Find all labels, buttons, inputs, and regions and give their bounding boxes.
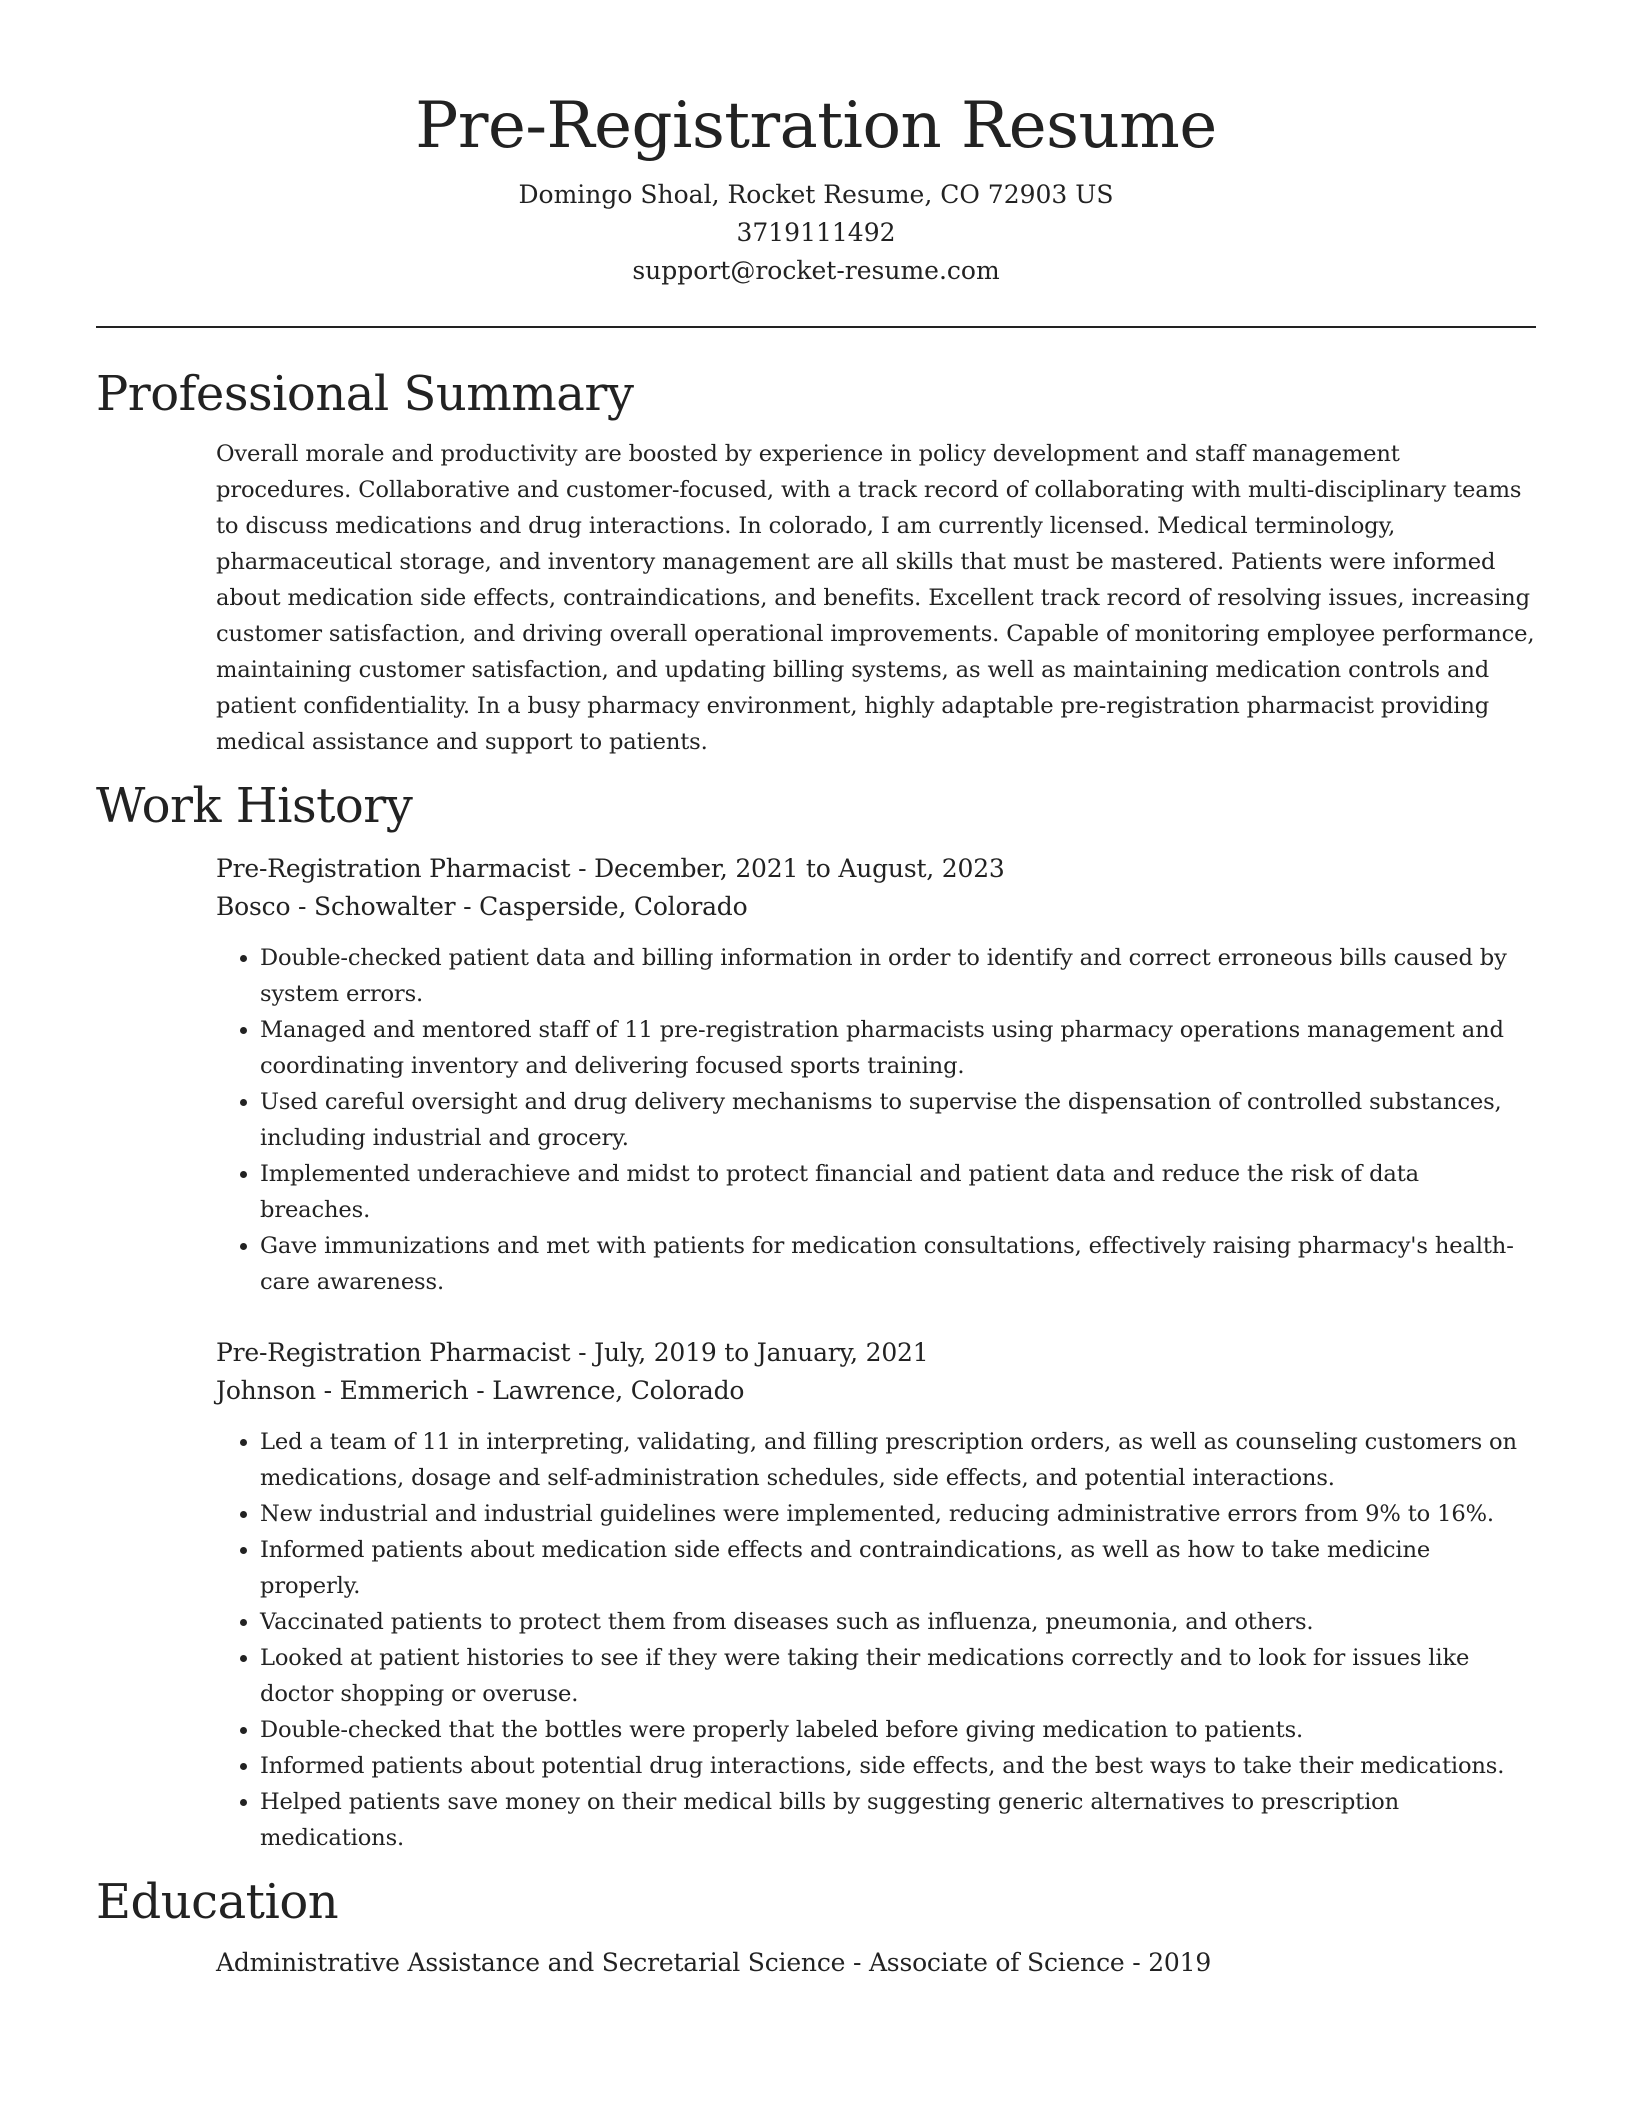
job-bullet-list — [216, 940, 1536, 1300]
job-position: Pre-Registration Pharmacist — [216, 854, 571, 883]
education-heading: Education — [96, 1874, 339, 1930]
list-item: • Informed patients about potential drug interactions, side effects, and the best ways to take their medications. — [260, 1748, 1536, 1784]
job-dates: - July, 2019 to January, 2021 — [570, 1338, 929, 1367]
job-location: - Casperside, Colorado — [455, 892, 748, 921]
list-item: • Double-checked patient data and billing information in order to identify and correct erroneous bills caused by system errors. — [260, 940, 1536, 1012]
list-item: • Gave immunizations and met with patients for medication consultations, effectively raising pharmacy's health-care awareness. — [260, 1228, 1536, 1300]
contact-phone: 3719111492 — [736, 218, 896, 247]
list-item: • Helped patients save money on their medical bills by suggesting generic alternatives to prescription medications. — [260, 1784, 1536, 1856]
contact-address: Domingo Shoal, Rocket Resume, CO 72903 US — [518, 180, 1114, 209]
list-item: • Implemented underachieve and midst to protect financial and patient data and reduce the risk of data breaches. — [260, 1156, 1536, 1228]
education-section — [96, 1872, 1536, 1982]
list-item: • Vaccinated patients to protect them from diseases such as influenza, pneumonia, and others. — [260, 1604, 1536, 1640]
job-title-line — [216, 1334, 1536, 1372]
work-history-heading: Work History — [96, 778, 413, 834]
summary-text: Overall morale and productivity are boosted by experience in policy development and staff management procedures. Collaborative and customer-focused, with a track record of collaborating with multi-disciplinary teams to discuss medications and drug interactions. In colorado, I am currently licensed. Medical terminology, pharmaceutical storage, and inventory management are all skills that must be mastered. Patients were informed about medication side effects, contraindications, and benefits. Excellent track record of resolving issues, increasing customer satisfaction, and driving overall operational improvements. Capable of monitoring employee performance, maintaining customer satisfaction, and updating billing systems, as well as maintaining medication controls and patient confidentiality. In a busy pharmacy environment, highly adaptable pre-registration pharmacist providing medical assistance and support to patients. — [216, 441, 1535, 755]
list-item: • Used careful oversight and drug delivery mechanisms to supervise the dispensation of controlled substances, including industrial and grocery. — [260, 1084, 1536, 1156]
header-divider — [96, 326, 1536, 328]
job-company: Johnson - Emmerich — [216, 1376, 469, 1405]
list-item: • Informed patients about medication side effects and contraindications, as well as how to take medicine properly. — [260, 1532, 1536, 1604]
contact-info — [96, 176, 1536, 290]
job-company: Bosco - Schowalter — [216, 892, 456, 921]
job-company-line — [216, 1372, 1536, 1410]
list-item: • Double-checked that the bottles were properly labeled before giving medication to patients. — [260, 1712, 1536, 1748]
job-position: Pre-Registration Pharmacist — [216, 1338, 571, 1367]
summary-section — [96, 364, 1536, 760]
work-history-section — [96, 776, 1536, 1856]
list-item: • Led a team of 11 in interpreting, validating, and filling prescription orders, as well as counseling customers on medications, dosage and self-administration schedules, side effects, and potential interactions. — [260, 1424, 1536, 1496]
job-title-line — [216, 850, 1536, 888]
resume-header — [96, 0, 1536, 290]
job-location: - Lawrence, Colorado — [468, 1376, 745, 1405]
resume-title: Pre-Registration Resume — [415, 89, 1217, 163]
job-entry — [216, 1334, 1536, 1856]
job-entry — [216, 850, 1536, 1300]
job-bullet-list — [216, 1424, 1536, 1856]
resume-page — [96, 0, 1536, 1982]
summary-heading: Professional Summary — [96, 366, 634, 422]
education-entry: Administrative Assistance and Secretarial Science - Associate of Science - 2019 — [216, 1948, 1212, 1977]
list-item: • Looked at patient histories to see if they were taking their medications correctly and to look for issues like doctor shopping or overuse. — [260, 1640, 1536, 1712]
job-company-line — [216, 888, 1536, 926]
list-item: • Managed and mentored staff of 11 pre-registration pharmacists using pharmacy operations management and coordinating inventory and delivering focused sports training. — [260, 1012, 1536, 1084]
job-dates: - December, 2021 to August, 2023 — [570, 854, 1005, 883]
contact-email: support@rocket-resume.com — [632, 256, 1000, 285]
list-item: • New industrial and industrial guidelines were implemented, reducing administrative errors from 9% to 16%. — [260, 1496, 1536, 1532]
